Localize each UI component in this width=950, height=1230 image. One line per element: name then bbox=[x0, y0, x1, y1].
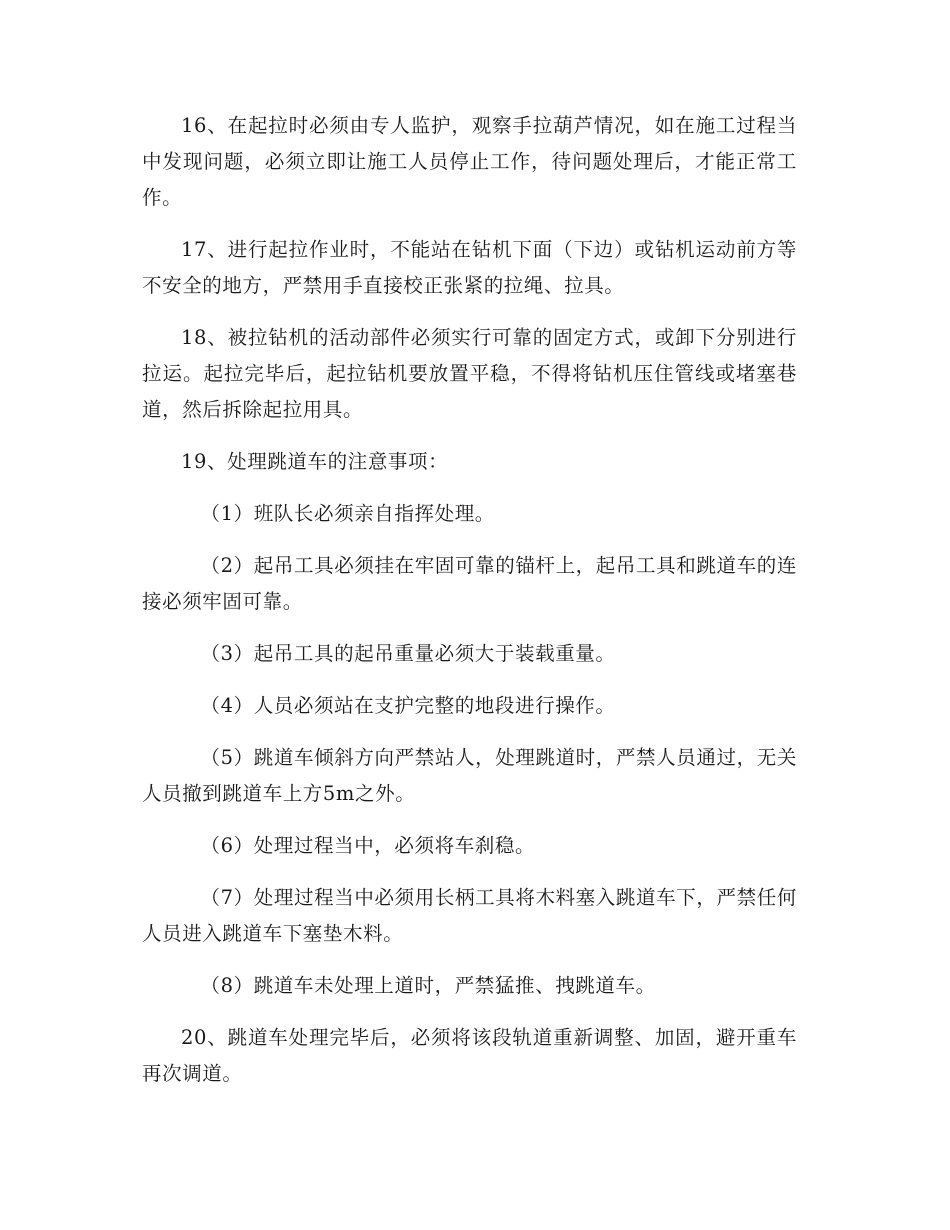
paragraph-18: 18、被拉钻机的活动部件必须实行可靠的固定方式，或卸下分别进行拉运。起拉完毕后，起拉钻机要放置平稳，不得将钻机压住管线或堵塞巷道，然后拆除起拉用具。 bbox=[142, 326, 797, 421]
list-item-19-7: （7）处理过程当中必须用长柄工具将木料塞入跳道车下，严禁任何人员进入跳道车下塞垫木料。 bbox=[142, 886, 797, 945]
list-item-19-8: （8）跳道车未处理上道时，严禁猛推、拽跳道车。 bbox=[200, 974, 656, 997]
list-item-19-6: （6）处理过程当中，必须将车刹稳。 bbox=[200, 834, 536, 857]
paragraph-20: 20、跳道车处理完毕后，必须将该段轨道重新调整、加固，避开重车再次调道。 bbox=[142, 1026, 797, 1085]
document-body bbox=[142, 108, 797, 1108]
paragraph-16: 16、在起拉时必须由专人监护，观察手拉葫芦情况，如在施工过程当中发现问题，必须立即让施工人员停止工作，待问题处理后，才能正常工作。 bbox=[142, 114, 797, 209]
list-item-19-4: （4）人员必须站在支护完整的地段进行操作。 bbox=[200, 694, 616, 717]
list-item-19-1: （1）班队长必须亲自指挥处理。 bbox=[200, 502, 495, 525]
paragraph-17: 17、进行起拉作业时，不能站在钻机下面（下边）或钻机运动前方等不安全的地方，严禁用手直接校正张紧的拉绳、拉具。 bbox=[142, 238, 797, 297]
list-item-19-3: （3）起吊工具的起吊重量必须大于装载重量。 bbox=[200, 642, 616, 665]
list-item-19-5: （5）跳道车倾斜方向严禁站人，处理跳道时，严禁人员通过，无关人员撤到跳道车上方5m之外。 bbox=[142, 746, 797, 805]
paragraph-19-heading: 19、处理跳道车的注意事项： bbox=[181, 450, 449, 473]
list-item-19-2: （2）起吊工具必须挂在牢固可靠的锚杆上，起吊工具和跳道车的连接必须牢固可靠。 bbox=[142, 554, 797, 613]
